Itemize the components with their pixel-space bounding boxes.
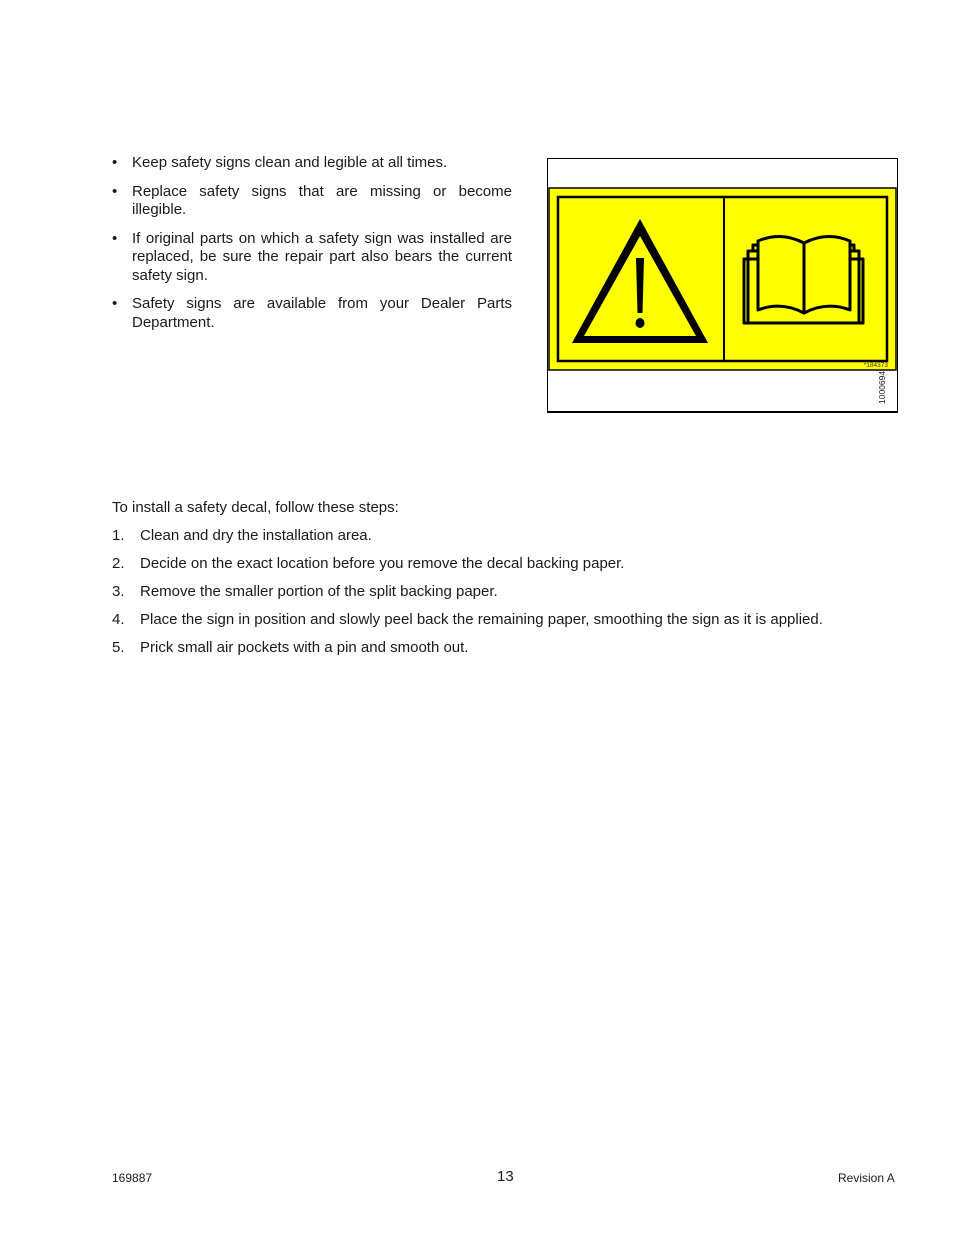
step-item: 2. Decide on the exact location before you remove the decal backing paper.: [112, 555, 625, 572]
safety-decal-figure: [547, 158, 898, 413]
bullet-item: • Replace safety signs that are missing or become illegible.: [112, 182, 512, 218]
bullet-item: • Keep safety signs clean and legible at all times.: [112, 154, 448, 171]
step-item: 3. Remove the smaller portion of the split backing paper.: [112, 583, 498, 600]
step-item: 1. Clean and dry the installation area.: [112, 527, 372, 544]
open-book-icon: [744, 236, 863, 323]
install-intro: To install a safety decal, follow these steps:: [112, 499, 399, 516]
page-number: 13: [497, 1168, 514, 1185]
safety-decal: [548, 187, 897, 371]
bullet-item: • Safety signs are available from your Dealer Parts Department.: [112, 295, 512, 331]
document-number: 169887: [112, 1171, 153, 1185]
install-steps-list: [112, 527, 872, 667]
step-item: 5. Prick small air pockets with a pin and smooth out.: [112, 639, 469, 656]
bullet-item: • If original parts on which a safety sign was installed are replaced, be sure the repair part also bears the current safety sign.: [112, 229, 512, 284]
revision-label: Revision A: [838, 1171, 895, 1185]
decal-code: *184373: [863, 362, 888, 369]
figure-id: 1000694: [877, 370, 887, 404]
step-item: 4. Place the sign in position and slowly peel back the remaining paper, smoothing the sign as it is applied.: [112, 611, 823, 628]
safety-sign-bullet-list: [112, 154, 512, 342]
